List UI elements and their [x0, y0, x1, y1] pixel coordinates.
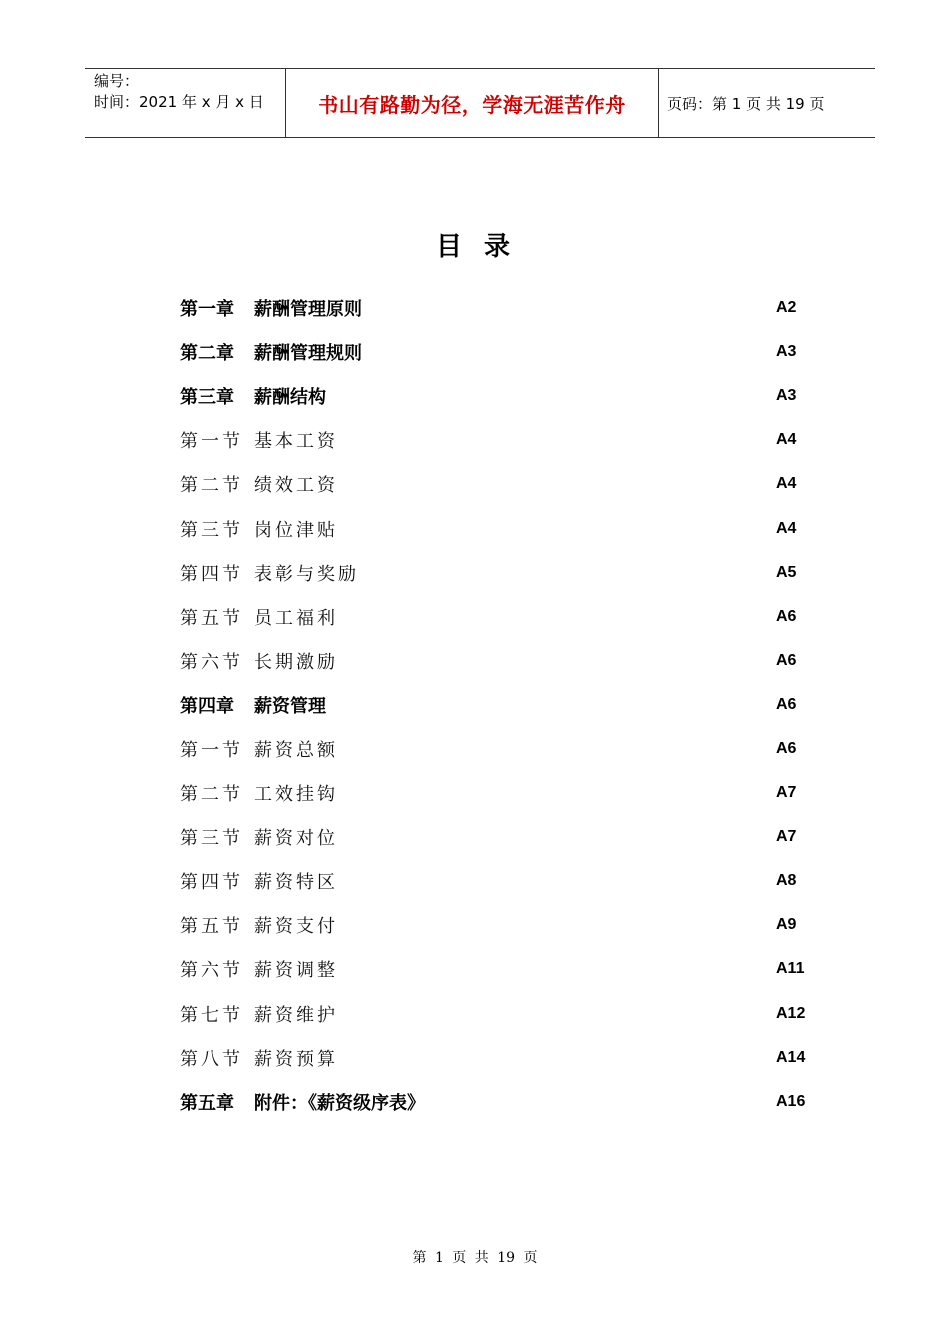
toc-entry-title: 薪酬管理原则: [254, 299, 362, 321]
toc-entry: [180, 427, 338, 453]
toc-page-number: A9: [776, 916, 797, 934]
toc-entry-number: 第五章: [180, 1092, 234, 1114]
toc-entry-title: 薪资管理: [254, 695, 326, 717]
toc-entry-title: 长期激励: [254, 651, 338, 673]
toc-page-number: A2: [776, 299, 797, 317]
toc-chapter-row[interactable]: [180, 374, 820, 418]
toc-section-row[interactable]: [180, 727, 820, 771]
toc-section-row[interactable]: [180, 551, 820, 595]
toc-entry: [180, 648, 338, 674]
toc-entry-number: 第三节: [180, 519, 243, 541]
toc-chapter-row[interactable]: [180, 330, 820, 374]
toc-entry: [180, 383, 326, 409]
toc-section-row[interactable]: [180, 1036, 820, 1080]
toc-page-number: A4: [776, 519, 797, 537]
toc-entry-title: 薪资支付: [254, 916, 338, 938]
header-page-info: [659, 69, 875, 137]
document-header: [85, 68, 875, 138]
toc-section-row[interactable]: [180, 506, 820, 550]
toc-entry: [180, 339, 362, 365]
toc-entry-number: 第五节: [180, 607, 243, 629]
motto-text: 书山有路勤为径，学海无涯苦作舟: [318, 92, 626, 117]
toc-page-number: A7: [776, 784, 797, 802]
toc-section-row[interactable]: [180, 418, 820, 462]
toc-entry: [180, 604, 338, 630]
toc-page-number: A4: [776, 431, 797, 449]
toc-entry-number: 第二章: [180, 343, 234, 365]
toc-entry: [180, 1089, 425, 1115]
table-of-contents: [180, 286, 820, 1124]
toc-entry-number: 第四节: [180, 872, 243, 894]
toc-page-number: A8: [776, 872, 797, 890]
toc-entry-title: 薪资维护: [254, 1004, 338, 1026]
toc-page-number: A7: [776, 828, 797, 846]
toc-entry-number: 第六节: [180, 960, 243, 982]
toc-page-number: A6: [776, 739, 797, 757]
toc-entry-number: 第五节: [180, 916, 243, 938]
toc-entry-title: 薪资总额: [254, 739, 338, 761]
toc-section-row[interactable]: [180, 992, 820, 1036]
toc-entry: [180, 692, 326, 718]
toc-entry-title: 附件：《薪资级序表》: [254, 1092, 425, 1114]
toc-section-row[interactable]: [180, 462, 820, 506]
toc-entry-title: 员工福利: [254, 607, 338, 629]
time-label: 时间：2021 年 x 月 x 日: [94, 93, 264, 111]
header-motto-cell: [286, 69, 659, 137]
toc-entry-title: 薪酬结构: [254, 387, 326, 409]
toc-entry-title: 基本工资: [254, 431, 338, 453]
toc-section-row[interactable]: [180, 639, 820, 683]
toc-entry: [180, 824, 338, 850]
toc-entry: [180, 560, 359, 586]
toc-entry-number: 第七节: [180, 1004, 243, 1026]
toc-entry-title: 薪资预算: [254, 1048, 338, 1070]
toc-entry-title: 薪资特区: [254, 872, 338, 894]
toc-page-number: A3: [776, 343, 797, 361]
toc-entry: [180, 736, 338, 762]
toc-section-row[interactable]: [180, 771, 820, 815]
toc-section-row[interactable]: [180, 815, 820, 859]
toc-page-number: A4: [776, 475, 797, 493]
toc-page-number: A6: [776, 651, 797, 669]
toc-entry-number: 第八节: [180, 1048, 243, 1070]
toc-entry: [180, 956, 338, 982]
toc-entry-title: 薪酬管理规则: [254, 343, 362, 365]
toc-entry-title: 表彰与奖励: [254, 563, 359, 585]
toc-entry-number: 第三节: [180, 828, 243, 850]
toc-entry-number: 第二节: [180, 784, 243, 806]
number-label: 编号：: [94, 72, 140, 90]
toc-chapter-row[interactable]: [180, 683, 820, 727]
toc-section-row[interactable]: [180, 903, 820, 947]
page-info-text: 页码：第 1 页 共 19 页: [667, 94, 825, 113]
toc-page-number: A14: [776, 1048, 806, 1066]
toc-entry-title: 绩效工资: [254, 475, 338, 497]
toc-entry-number: 第四章: [180, 695, 234, 717]
toc-chapter-row[interactable]: [180, 286, 820, 330]
toc-entry-title: 薪资对位: [254, 828, 338, 850]
toc-entry: [180, 516, 338, 542]
toc-page-number: A5: [776, 563, 797, 581]
page-footer: 第 1 页 共 19 页: [412, 1250, 538, 1266]
toc-section-row[interactable]: [180, 595, 820, 639]
toc-entry-number: 第三章: [180, 387, 234, 409]
toc-page-number: A12: [776, 1004, 806, 1022]
toc-entry-title: 薪资调整: [254, 960, 338, 982]
toc-entry: [180, 471, 338, 497]
toc-section-row[interactable]: [180, 947, 820, 991]
toc-entry-number: 第六节: [180, 651, 243, 673]
toc-page-number: A6: [776, 695, 797, 713]
toc-title: 目录: [435, 232, 532, 262]
toc-entry: [180, 1045, 338, 1071]
toc-entry: [180, 912, 338, 938]
toc-page-number: A3: [776, 387, 797, 405]
toc-page-number: A11: [776, 960, 805, 978]
toc-entry-number: 第一节: [180, 739, 243, 761]
toc-entry-number: 第一章: [180, 299, 234, 321]
toc-chapter-row[interactable]: [180, 1080, 820, 1124]
toc-entry-number: 第四节: [180, 563, 243, 585]
header-meta: [85, 69, 286, 137]
toc-page-number: A16: [776, 1092, 806, 1110]
toc-section-row[interactable]: [180, 859, 820, 903]
toc-entry: [180, 868, 338, 894]
toc-entry: [180, 295, 362, 321]
toc-entry-number: 第一节: [180, 431, 243, 453]
toc-page-number: A6: [776, 607, 797, 625]
toc-entry-title: 工效挂钩: [254, 784, 338, 806]
toc-entry: [180, 1001, 338, 1027]
toc-entry: [180, 780, 338, 806]
toc-entry-number: 第二节: [180, 475, 243, 497]
toc-entry-title: 岗位津贴: [254, 519, 338, 541]
